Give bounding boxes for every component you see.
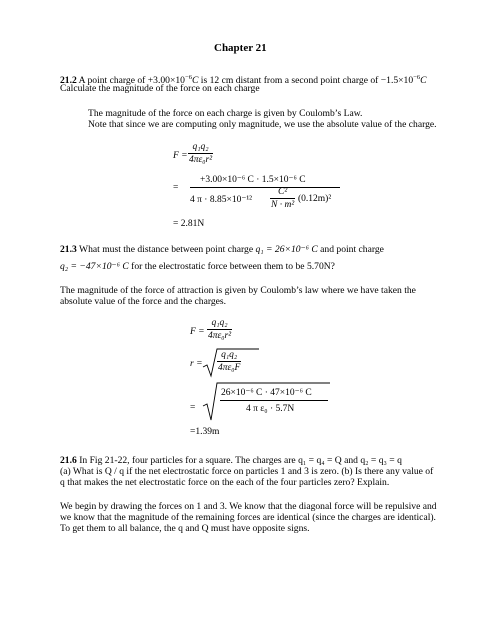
charge-q2: q₂ = −47×10⁻⁶ C (60, 261, 129, 272)
fraction-denominator: 4πε₀r² (189, 155, 213, 165)
problem-text: q that makes the net electrostatic force on the each of the four particles zero? Explain. (60, 477, 390, 488)
solution-text: To get them to all balance, the q and Q must have opposite signs. (60, 523, 310, 534)
equation-numerator: +3.00×10⁻⁶ C · 1.5×10⁻⁶ C (200, 175, 306, 185)
problem-text: is 12 cm distant from a second point charge of −1.5×10 (198, 75, 414, 86)
fraction-denominator: 4πε₀F (218, 363, 241, 373)
fraction-numerator: q₁q₂ (192, 142, 209, 152)
unit-fraction (270, 187, 295, 210)
problem-21-3-statement (60, 244, 384, 255)
chapter-title: Chapter 21 (214, 42, 267, 54)
equation-lhs: F = (173, 151, 188, 161)
equation-denominator: 4 π ε₀ · 5.7N (246, 404, 295, 414)
problem-number: 21.2 (60, 75, 77, 86)
unit-denominator: N · m² (271, 200, 295, 210)
problem-text: and point charge (320, 244, 384, 255)
exponent: −6 (184, 74, 192, 81)
problem-text: What must the distance between point charge (79, 244, 254, 255)
equation-result: =1.39m (190, 427, 220, 437)
equation-denominator: 4 π · 8.85×10⁻¹² (190, 195, 253, 205)
fraction-bar (220, 400, 328, 401)
equals-sign: = (173, 183, 179, 193)
equals-sign: = (190, 403, 196, 413)
problem-number: 21.6 (60, 455, 77, 466)
equation-fraction (207, 318, 232, 341)
problem-21-6-statement (60, 455, 402, 466)
problem-text: (a) What is Q / q if the net electrostatic force on particles 1 and 3 is zero. (b) Is there any value of (60, 466, 434, 477)
charge-q1: q₁ = 26×10⁻⁶ C (255, 244, 318, 255)
equation-result: = 2.81N (173, 219, 205, 229)
problem-text: for the electrostatic force between them to be 5.70N? (131, 261, 335, 272)
fraction-numerator: q₁q₂ (211, 318, 228, 328)
equation-numerator: 26×10⁻⁶ C · 47×10⁻⁶ C (221, 388, 312, 398)
unit-numerator: C² (277, 187, 288, 197)
problem-number: 21.3 (60, 244, 77, 255)
solution-text: absolute value of the force and the charges. (60, 296, 227, 307)
problem-text: Calculate the magnitude of the force on each charge (60, 83, 260, 94)
unit: C (420, 75, 427, 86)
fraction-numerator: q₁q₂ (221, 350, 238, 360)
solution-text: We begin by drawing the forces on 1 and 3. We know that the diagonal force will be repulsive and (60, 501, 437, 512)
unit: C (192, 75, 199, 86)
fraction-bar (190, 187, 340, 188)
equation-fraction (217, 350, 241, 373)
solution-text: The magnitude of the force of attraction is given by Coulomb’s law where we have taken the (60, 285, 416, 296)
solution-text: The magnitude of the force on each charge is given by Coulomb’s Law. (88, 108, 363, 119)
equation-fraction (188, 142, 213, 165)
solution-text: Note that since we are computing only magnitude, we use the absolute value of the charge. (88, 119, 437, 130)
solution-text: we know that the magnitude of the remaining forces are identical (since the charges are identical). (60, 512, 436, 523)
equation-lhs: F = (190, 327, 205, 337)
problem-text: In Fig 21-22, four particles for a square. The charges are q₁ = q₄ = Q and q₂ = q₃ = q (79, 455, 402, 466)
exponent: −6 (413, 74, 421, 81)
problem-text: A point charge of +3.00×10 (78, 75, 185, 86)
equation-distance: (0.12m)² (298, 194, 332, 204)
problem-21-3-line2 (60, 261, 335, 272)
fraction-denominator: 4πε₀r² (208, 331, 232, 341)
equation-lhs: r = (190, 359, 203, 369)
